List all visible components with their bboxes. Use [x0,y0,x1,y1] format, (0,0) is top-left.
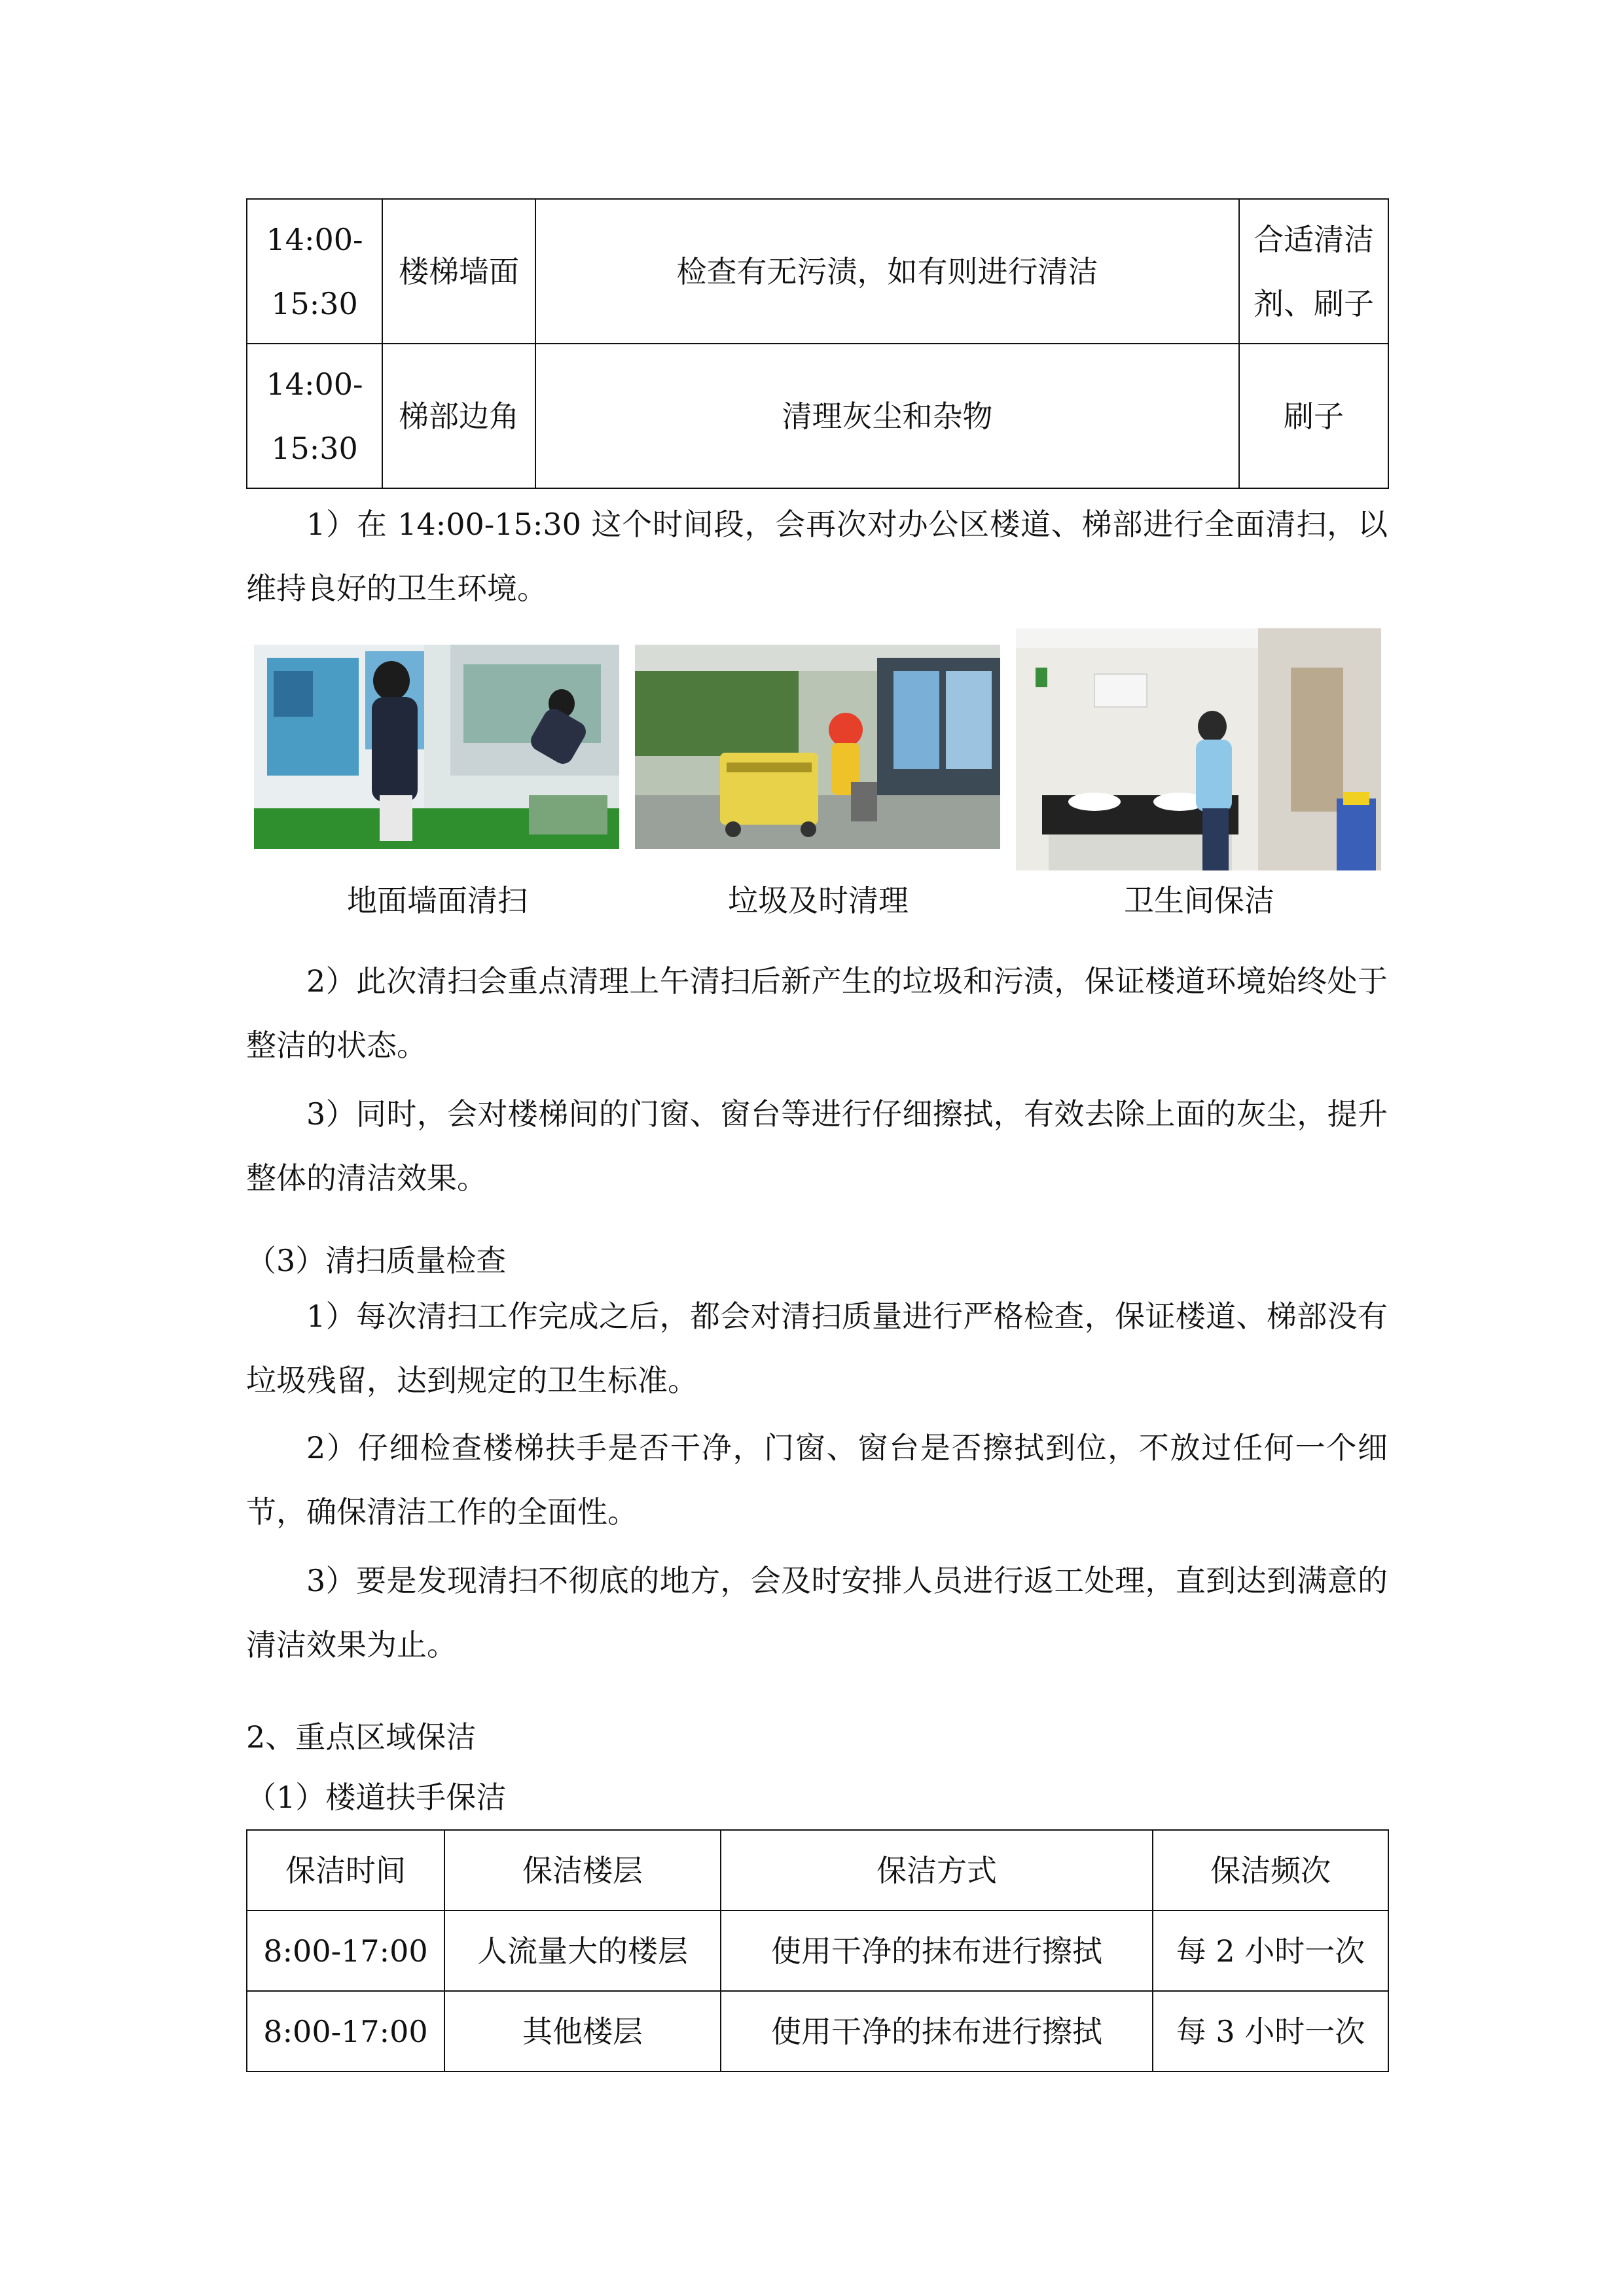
table-cell: 人流量大的楼层 [444,1910,721,1991]
photo-caption-restroom: 卫生间保洁 [1124,883,1274,918]
afternoon-schedule-table [246,198,1389,489]
paragraph-quality-1: 1）每次清扫工作完成之后，都会对清扫质量进行严格检查，保证楼道、梯部没有垃圾残留，达到规定的卫生标准。 [246,1299,1388,1398]
table-cell: 使用干净的抹布进行擦拭 [721,1910,1153,1991]
photo-restroom-cleaning [1016,628,1381,870]
table-cell-area: 楼梯墙面 [382,199,535,344]
section-heading-key-areas: 2、重点区域保洁 [246,1719,477,1755]
table-cell-area: 梯部边角 [382,344,535,488]
handrail-cleaning-table [246,1829,1389,2072]
table-cell-tool: 刷子 [1239,344,1388,488]
cleaning-photo-illustration [254,645,619,849]
table-cell: 使用干净的抹布进行擦拭 [721,1991,1153,2072]
table-header-cell: 保洁方式 [721,1830,1153,1910]
paragraph-focus-cleaning: 2）此次清扫会重点清理上午清扫后新产生的垃圾和污渍，保证楼道环境始终处于整洁的状态。 [246,963,1388,1063]
table-cell: 8:00-17:00 [247,1991,444,2072]
table-cell-tool: 合适清洁剂、刷子 [1239,199,1388,344]
garbage-photo-illustration [635,645,1000,849]
table-row [247,344,1388,488]
photo-floor-wall-cleaning [254,645,619,849]
restroom-photo-illustration [1016,628,1381,870]
table-header-cell: 保洁频次 [1153,1830,1388,1910]
photo-caption-floor-wall: 地面墙面清扫 [347,883,528,918]
table-cell: 每 3 小时一次 [1153,1991,1388,2072]
photo-caption-garbage: 垃圾及时清理 [728,883,909,918]
table-cell-time: 14:00-15:30 [247,199,382,344]
paragraph-afternoon-clean: 1）在 14:00-15:30 这个时间段，会再次对办公区楼道、梯部进行全面清扫，以维持良好的卫生环境。 [246,507,1388,606]
table-row [247,1991,1388,2072]
table-cell-time: 14:00-15:30 [247,344,382,488]
section-heading-quality-check: （3）清扫质量检查 [246,1243,507,1278]
paragraph-quality-2: 2）仔细检查楼梯扶手是否干净，门窗、窗台是否擦拭到位，不放过任何一个细节，确保清洁工作的全面性。 [246,1430,1388,1530]
paragraph-quality-3: 3）要是发现清扫不彻底的地方，会及时安排人员进行返工处理，直到达到满意的清洁效果为止。 [246,1563,1388,1662]
table-row [247,199,1388,344]
table-cell-task: 清理灰尘和杂物 [535,344,1239,488]
section-heading-handrail: （1）楼道扶手保洁 [246,1780,507,1815]
table-header-row [247,1830,1388,1910]
table-cell: 其他楼层 [444,1991,721,2072]
table-header-cell: 保洁时间 [247,1830,444,1910]
table-header-cell: 保洁楼层 [444,1830,721,1910]
photo-garbage-cleanup [635,645,1000,849]
table-cell: 每 2 小时一次 [1153,1910,1388,1991]
paragraph-window-wiping: 3）同时，会对楼梯间的门窗、窗台等进行仔细擦拭，有效去除上面的灰尘，提升整体的清洁效果。 [246,1096,1388,1196]
table-cell-task: 检查有无污渍，如有则进行清洁 [535,199,1239,344]
table-row [247,1910,1388,1991]
table-cell: 8:00-17:00 [247,1910,444,1991]
